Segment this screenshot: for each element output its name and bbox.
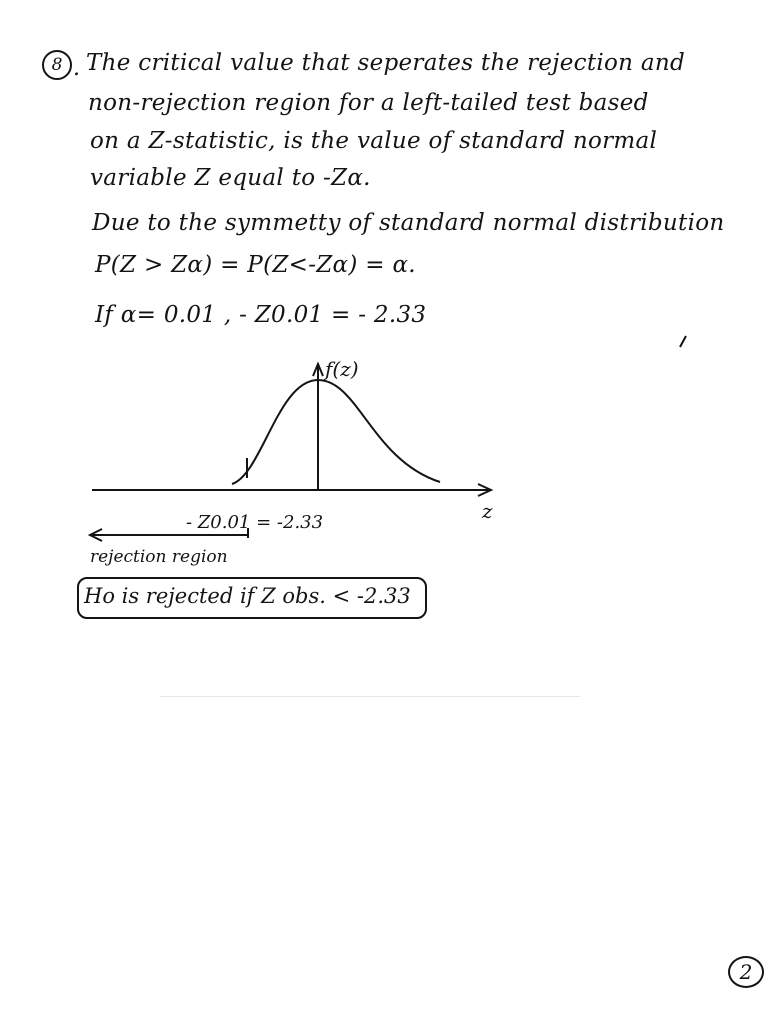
stray-pen-mark (680, 336, 686, 347)
question-number-dot: . (73, 56, 80, 81)
text-line-2: non-rejection region for a left-tailed test based (88, 90, 649, 116)
rejection-region-label: rejection region (90, 547, 228, 567)
page-number: 2 (739, 960, 753, 984)
text-line-4: variable Z equal to -Zα. (90, 165, 371, 191)
text-line-1: The critical value that seperates the rejection and (86, 50, 686, 76)
page-number-badge (728, 956, 764, 988)
faint-rule (160, 696, 580, 697)
text-line-5: Due to the symmetty of standard normal distribution (92, 210, 725, 236)
x-axis-label: z (482, 499, 493, 523)
bell-curve (232, 380, 440, 484)
critical-value-label: - Z0.01 = -2.33 (186, 512, 324, 533)
y-axis-label: f(z) (325, 357, 359, 381)
question-number: 8 (51, 55, 63, 75)
conclusion-text: Ho is rejected if Z obs. < -2.33 (84, 584, 411, 608)
text-line-7: If α= 0.01 , - Z0.01 = - 2.33 (95, 302, 427, 328)
text-line-6: P(Z > Zα) = P(Z<-Zα) = α. (95, 252, 416, 278)
text-line-3: on a Z-statistic, is the value of standard normal (90, 128, 658, 154)
